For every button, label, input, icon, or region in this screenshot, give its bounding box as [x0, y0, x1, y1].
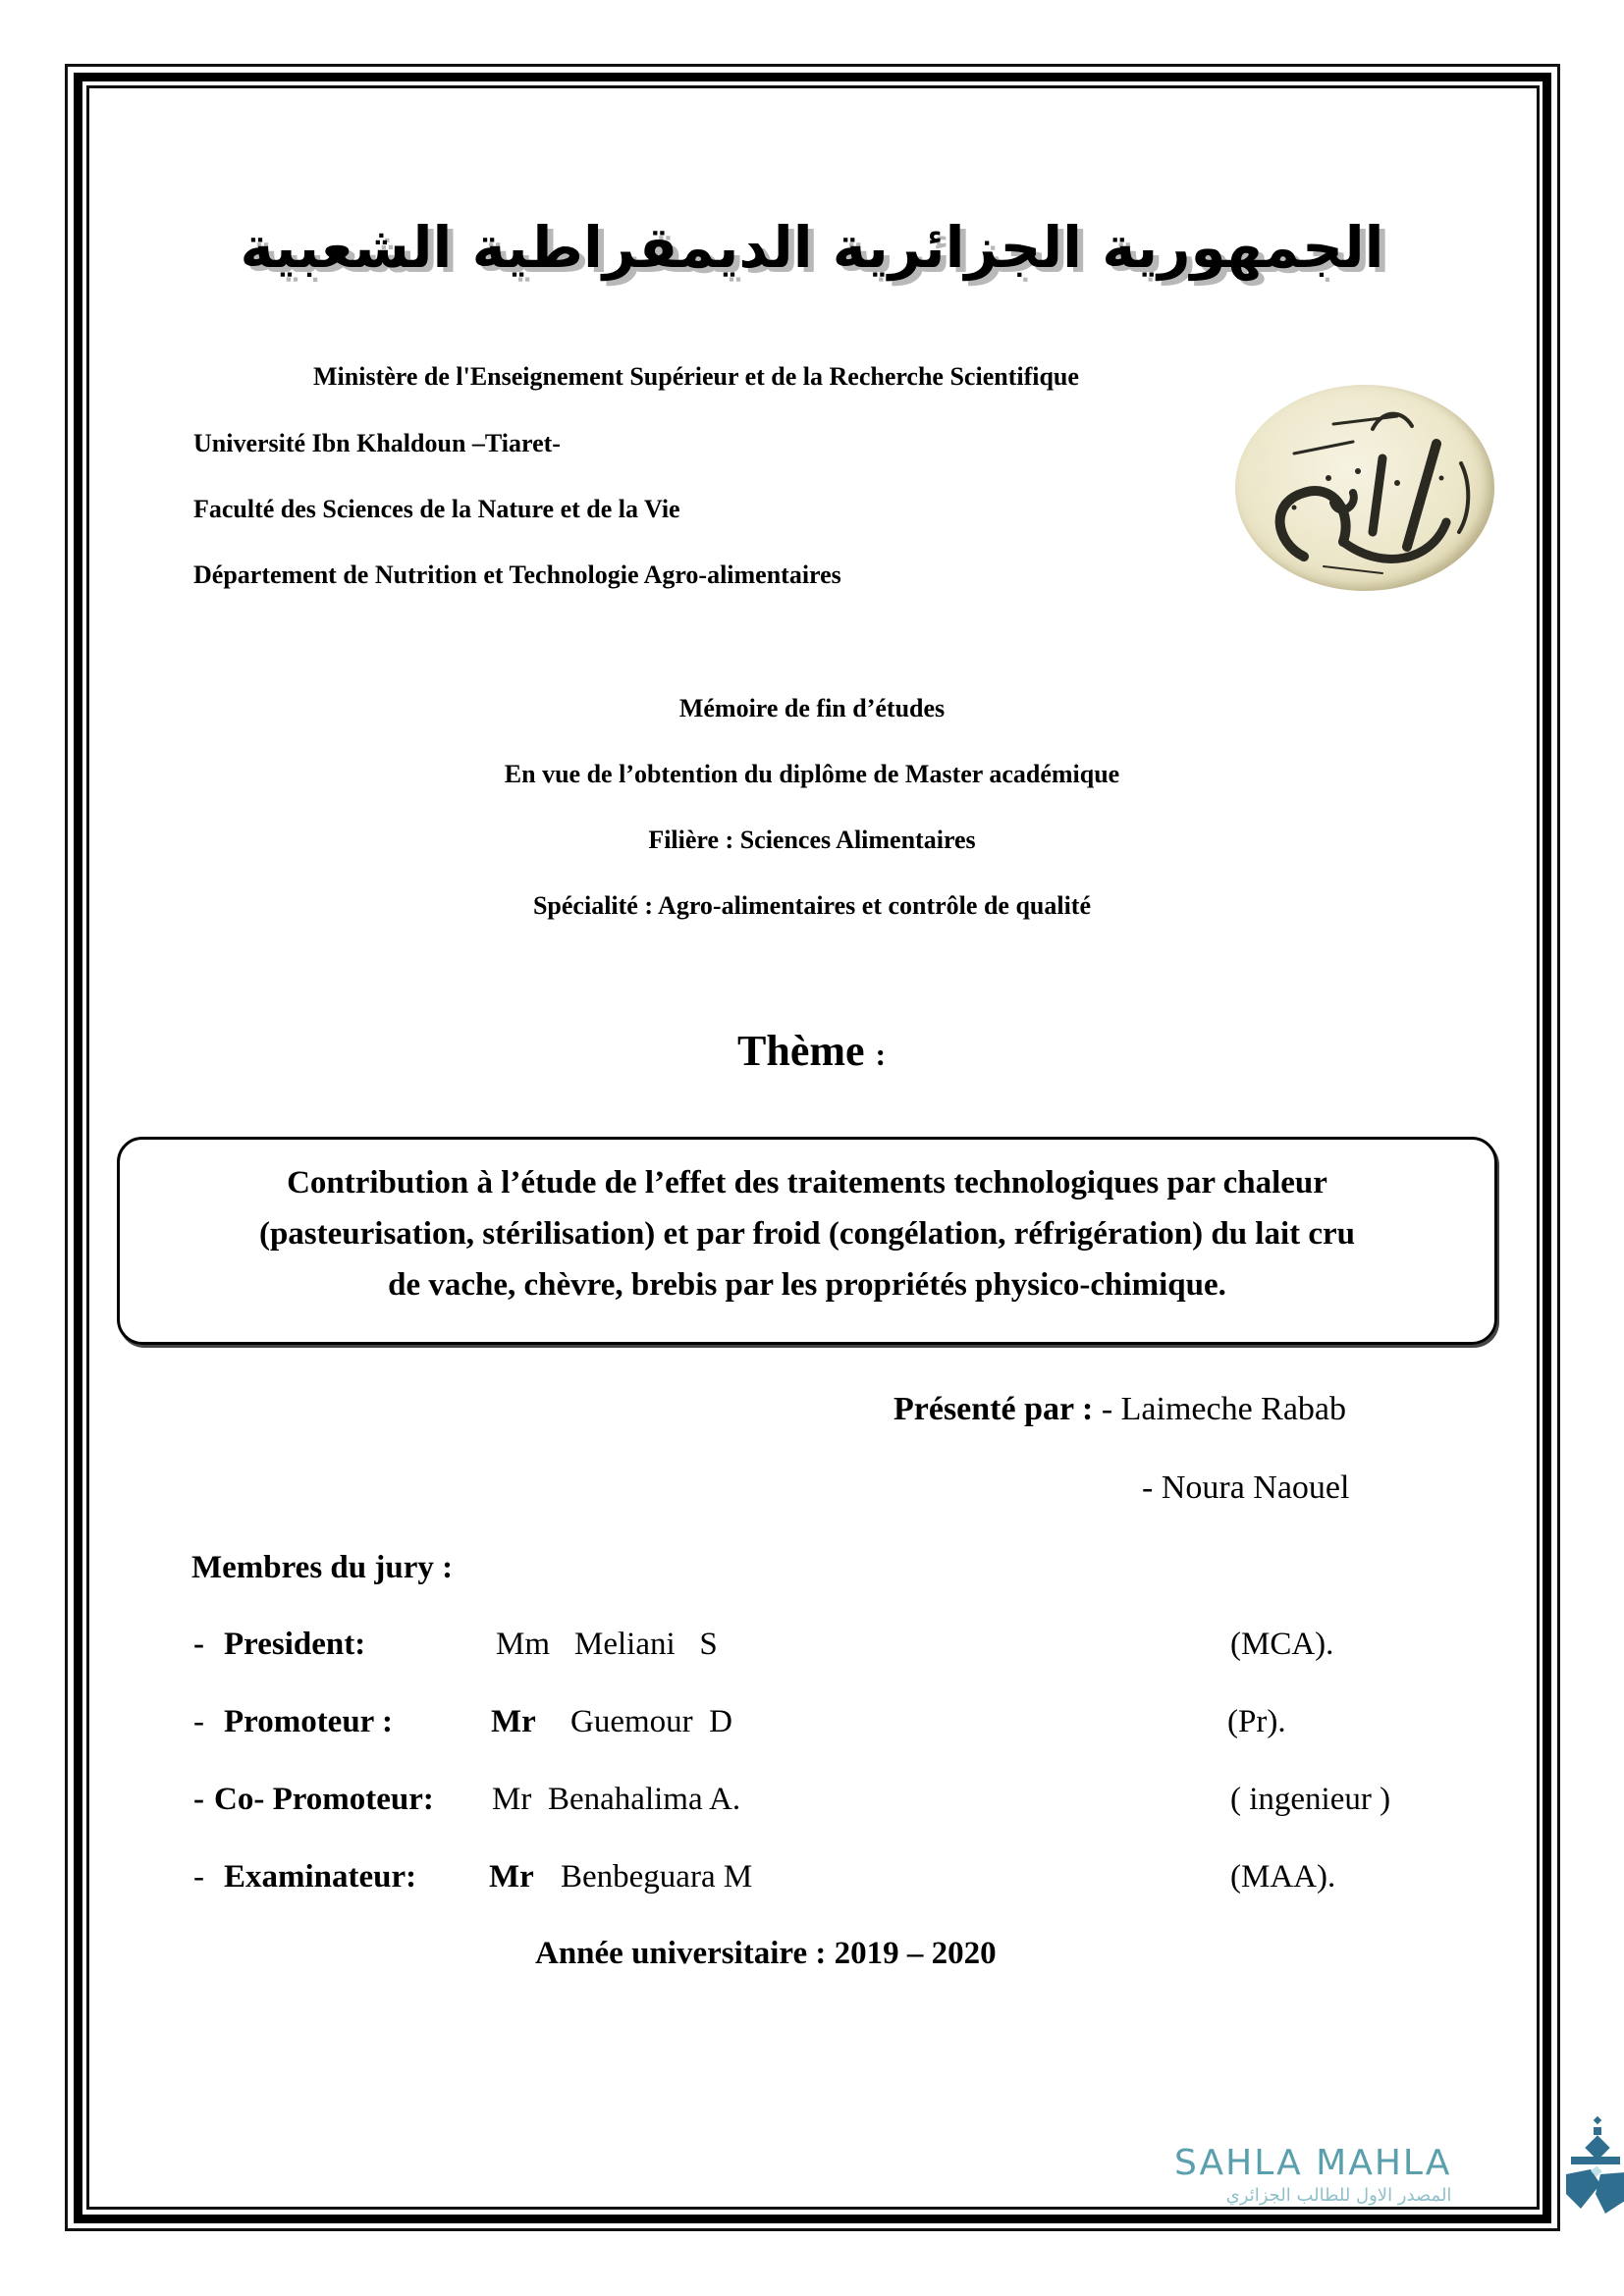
- thesis-field: Filière : Sciences Alimentaires: [648, 826, 976, 854]
- department-name: Département de Nutrition et Technologie Agro-alimentaires: [193, 561, 841, 589]
- jury-dash: -: [193, 1859, 204, 1895]
- jury-title: Mr: [489, 1859, 534, 1895]
- watermark-arabic-text: المصدر الاول للطالب الجزائري: [1225, 2185, 1452, 2206]
- jury-grade: (MCA).: [1230, 1627, 1334, 1662]
- theme-line: Contribution à l’étude de l’effet des traitements technologiques par chaleur: [287, 1165, 1327, 1201]
- jury-grade: ( ingenieur ): [1230, 1782, 1391, 1817]
- jury-role: Co- Promoteur:: [214, 1782, 434, 1817]
- thesis-purpose: En vue de l’obtention du diplôme de Master académique: [504, 760, 1120, 788]
- theme-colon: :: [875, 1037, 887, 1072]
- sahla-mahla-watermark: [1174, 2144, 1451, 2207]
- theme-line: de vache, chèvre, brebis par les propriétés physico-chimique.: [388, 1267, 1226, 1303]
- jury-title: Mr: [492, 1782, 532, 1817]
- theme-label: Thème: [737, 1027, 865, 1075]
- presented-by: [893, 1390, 1346, 1429]
- jury-heading: Membres du jury :: [191, 1550, 454, 1585]
- jury-grade: (MAA).: [1230, 1859, 1336, 1895]
- arabic-republic-title: الجمهورية الجزائرية الديمقراطية الشعبية: [240, 214, 1384, 281]
- jury-name: Meliani S: [574, 1627, 718, 1662]
- faculty-name: Faculté des Sciences de la Nature et de la Vie: [193, 495, 680, 523]
- theme-line: (pasteurisation, stérilisation) et par froid (congélation, réfrigération) du lait cru: [258, 1216, 1356, 1252]
- theme-heading: [737, 1026, 886, 1080]
- theme-box: [117, 1137, 1497, 1345]
- watermark-latin-text: SAHLA MAHLA: [1174, 2143, 1452, 2183]
- jury-name: Guemour D: [570, 1704, 732, 1739]
- jury-name: Benbeguara M: [561, 1859, 753, 1895]
- academic-year: Année universitaire : 2019 – 2020: [535, 1936, 997, 1971]
- university-name: Université Ibn Khaldoun –Tiaret-: [193, 429, 561, 457]
- thesis-specialty: Spécialité : Agro-alimentaires et contrôle de qualité: [532, 891, 1092, 920]
- jury-dash: -: [193, 1782, 204, 1817]
- jury-grade: (Pr).: [1227, 1704, 1286, 1739]
- jury-title: Mr: [491, 1704, 536, 1739]
- thesis-type: Mémoire de fin d’études: [678, 694, 946, 722]
- student-name: - Laimeche Rabab: [1101, 1391, 1347, 1427]
- university-seal-icon: [1235, 385, 1494, 591]
- sahla-mahla-logo-icon: [1561, 2115, 1624, 2218]
- student-name: - Noura Naouel: [1142, 1469, 1350, 1506]
- jury-title: Mm: [496, 1627, 551, 1662]
- theme-text: [120, 1157, 1494, 1310]
- jury-role: Promoteur :: [224, 1704, 393, 1739]
- jury-dash: -: [193, 1704, 204, 1739]
- jury-role: President:: [224, 1627, 366, 1662]
- jury-role: Examinateur:: [224, 1859, 417, 1895]
- presented-by-label: Présenté par :: [893, 1391, 1094, 1427]
- ministry-name: Ministère de l'Enseignement Supérieur et de la Recherche Scientifique: [313, 362, 1079, 391]
- jury-name: Benahalima A.: [548, 1782, 741, 1817]
- jury-dash: -: [193, 1627, 204, 1662]
